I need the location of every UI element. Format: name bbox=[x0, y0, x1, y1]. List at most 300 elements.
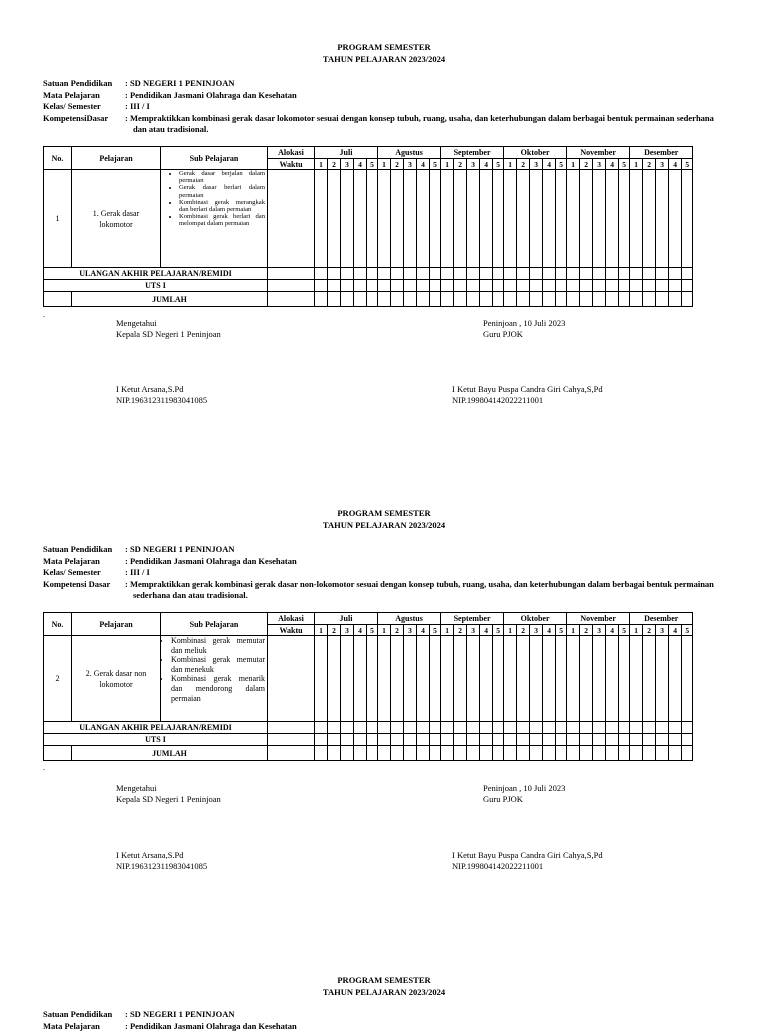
week-cell bbox=[669, 722, 682, 734]
week-cell bbox=[328, 170, 341, 268]
week-cell bbox=[556, 722, 567, 734]
week-cell bbox=[480, 722, 493, 734]
sign-mengetahui: Mengetahui bbox=[116, 783, 221, 794]
week-cell bbox=[480, 280, 493, 292]
week-cell bbox=[328, 268, 341, 280]
week-cell bbox=[341, 292, 354, 307]
signature-left bbox=[116, 783, 221, 805]
week-cell bbox=[556, 746, 567, 761]
week-cell bbox=[404, 636, 417, 722]
week-number: 1 bbox=[315, 159, 328, 170]
value-mapel: : Pendidikan Jasmani Olahraga dan Kesehatan bbox=[125, 90, 723, 102]
doc-title: PROGRAM SEMESTER bbox=[0, 975, 768, 985]
header-pelajaran: Pelajaran bbox=[72, 147, 161, 170]
week-cell bbox=[556, 292, 567, 307]
sub-item: • Kombinasi gerak merangkak dan berlari dalam permaian bbox=[179, 199, 265, 213]
week-cell bbox=[517, 268, 530, 280]
month-header: September bbox=[441, 147, 504, 159]
week-cell bbox=[341, 746, 354, 761]
week-cell bbox=[404, 268, 417, 280]
week-cell bbox=[580, 170, 593, 268]
week-number: 2 bbox=[328, 159, 341, 170]
week-cell bbox=[517, 280, 530, 292]
week-cell bbox=[682, 734, 693, 746]
week-cell bbox=[517, 734, 530, 746]
week-cell bbox=[328, 734, 341, 746]
schedule-table bbox=[43, 612, 693, 761]
row-pelajaran: 1. Gerak dasar lokomotor bbox=[72, 170, 161, 268]
week-cell bbox=[606, 170, 619, 268]
week-cell bbox=[556, 268, 567, 280]
value-kd: : Mempraktikkan gerak kombinasi gerak dasar non-lokomotor sesuai dengan konsep tubuh, ruang, usaha, dan keterhubungan dalam berbagai bentuk permainan sederhana dan atau tradisional. bbox=[125, 579, 723, 602]
week-cell bbox=[643, 636, 656, 722]
week-cell bbox=[682, 280, 693, 292]
week-cell bbox=[543, 268, 556, 280]
signer-left-nip: NIP.196312311983041085 bbox=[116, 861, 207, 872]
week-cell bbox=[480, 734, 493, 746]
week-cell bbox=[417, 280, 430, 292]
week-cell bbox=[341, 636, 354, 722]
identity-block bbox=[43, 544, 723, 602]
week-cell bbox=[567, 170, 580, 268]
week-cell bbox=[417, 292, 430, 307]
week-cell bbox=[556, 636, 567, 722]
row-uts: UTS I bbox=[44, 734, 268, 746]
week-number: 2 bbox=[454, 625, 467, 636]
label-satuan: Satuan Pendidikan bbox=[43, 1009, 125, 1021]
week-number: 1 bbox=[504, 625, 517, 636]
week-cell bbox=[543, 170, 556, 268]
week-cell bbox=[367, 722, 378, 734]
week-cell bbox=[606, 268, 619, 280]
week-cell bbox=[441, 170, 454, 268]
week-cell bbox=[530, 722, 543, 734]
week-cell bbox=[454, 292, 467, 307]
week-number: 4 bbox=[606, 625, 619, 636]
week-cell bbox=[430, 722, 441, 734]
signer-right bbox=[452, 850, 603, 872]
week-cell bbox=[493, 268, 504, 280]
week-cell bbox=[391, 292, 404, 307]
week-number: 4 bbox=[669, 159, 682, 170]
week-cell bbox=[593, 280, 606, 292]
week-number: 4 bbox=[606, 159, 619, 170]
week-cell bbox=[367, 636, 378, 722]
week-number: 4 bbox=[417, 625, 430, 636]
week-cell bbox=[391, 268, 404, 280]
week-cell bbox=[315, 268, 328, 280]
week-number: 1 bbox=[378, 159, 391, 170]
week-cell bbox=[682, 268, 693, 280]
week-cell bbox=[606, 292, 619, 307]
week-cell bbox=[441, 280, 454, 292]
week-number: 3 bbox=[593, 159, 606, 170]
header-no: No. bbox=[44, 147, 72, 170]
week-cell bbox=[391, 722, 404, 734]
signer-right bbox=[452, 384, 603, 406]
doc-year: TAHUN PELAJARAN 2023/2024 bbox=[0, 54, 768, 64]
week-cell bbox=[467, 268, 480, 280]
week-number: 2 bbox=[391, 159, 404, 170]
week-cell bbox=[467, 636, 480, 722]
header-alokasi: Alokasi bbox=[268, 147, 315, 159]
week-number: 1 bbox=[630, 625, 643, 636]
value-mapel: : Pendidikan Jasmani Olahraga dan Kesehatan bbox=[125, 1021, 723, 1032]
week-cell bbox=[417, 170, 430, 268]
week-cell bbox=[567, 734, 580, 746]
week-number: 2 bbox=[517, 159, 530, 170]
week-cell bbox=[517, 722, 530, 734]
week-number: 5 bbox=[493, 159, 504, 170]
week-cell bbox=[454, 746, 467, 761]
week-number: 3 bbox=[530, 625, 543, 636]
week-cell bbox=[567, 280, 580, 292]
month-header: Oktober bbox=[504, 147, 567, 159]
week-number: 3 bbox=[467, 625, 480, 636]
month-header: Juli bbox=[315, 147, 378, 159]
week-cell bbox=[480, 268, 493, 280]
week-cell bbox=[378, 734, 391, 746]
week-number: 3 bbox=[404, 159, 417, 170]
week-cell bbox=[354, 734, 367, 746]
week-cell bbox=[504, 636, 517, 722]
week-cell bbox=[341, 170, 354, 268]
stray-dot: . bbox=[43, 763, 45, 772]
week-cell bbox=[367, 734, 378, 746]
month-header: Agustus bbox=[378, 147, 441, 159]
value-mapel: : Pendidikan Jasmani Olahraga dan Kesehatan bbox=[125, 556, 723, 568]
month-header: Oktober bbox=[504, 613, 567, 625]
sub-item: • Kombinasi gerak menarik dan mendorong dalam permaian bbox=[171, 674, 265, 703]
week-cell bbox=[656, 746, 669, 761]
week-number: 1 bbox=[504, 159, 517, 170]
week-cell bbox=[404, 722, 417, 734]
week-cell bbox=[619, 722, 630, 734]
week-cell bbox=[378, 170, 391, 268]
week-cell bbox=[454, 636, 467, 722]
label-satuan: Satuan Pendidikan bbox=[43, 78, 125, 90]
week-number: 5 bbox=[682, 625, 693, 636]
alokasi-cell bbox=[268, 268, 315, 280]
week-cell bbox=[530, 734, 543, 746]
signer-right-name: I Ketut Bayu Puspa Candra Giri Cahya,S,Pd bbox=[452, 850, 603, 861]
week-cell bbox=[315, 280, 328, 292]
header-sub: Sub Pelajaran bbox=[161, 147, 268, 170]
week-cell bbox=[682, 722, 693, 734]
week-cell bbox=[328, 280, 341, 292]
week-cell bbox=[391, 734, 404, 746]
row-ulangan: ULANGAN AKHIR PELAJARAN/REMIDI bbox=[44, 722, 268, 734]
week-cell bbox=[619, 746, 630, 761]
week-cell bbox=[682, 170, 693, 268]
week-number: 2 bbox=[580, 159, 593, 170]
week-cell bbox=[630, 734, 643, 746]
week-number: 3 bbox=[656, 159, 669, 170]
week-cell bbox=[504, 722, 517, 734]
alokasi-cell bbox=[268, 734, 315, 746]
week-cell bbox=[493, 722, 504, 734]
sign-guru: Guru PJOK bbox=[483, 794, 565, 805]
value-satuan: : SD NEGERI 1 PENINJOAN bbox=[125, 78, 723, 90]
week-cell bbox=[517, 170, 530, 268]
week-cell bbox=[606, 734, 619, 746]
week-number: 3 bbox=[467, 159, 480, 170]
sub-pelajaran-list bbox=[161, 170, 268, 268]
week-cell bbox=[530, 746, 543, 761]
week-cell bbox=[354, 268, 367, 280]
week-cell bbox=[417, 268, 430, 280]
week-number: 1 bbox=[441, 625, 454, 636]
week-cell bbox=[430, 746, 441, 761]
week-cell bbox=[567, 292, 580, 307]
week-cell bbox=[467, 734, 480, 746]
week-cell bbox=[404, 292, 417, 307]
week-cell bbox=[593, 268, 606, 280]
week-cell bbox=[315, 636, 328, 722]
week-cell bbox=[517, 292, 530, 307]
week-cell bbox=[619, 734, 630, 746]
row-ulangan: ULANGAN AKHIR PELAJARAN/REMIDI bbox=[44, 268, 268, 280]
week-cell bbox=[441, 722, 454, 734]
week-number: 5 bbox=[556, 625, 567, 636]
week-cell bbox=[530, 280, 543, 292]
week-cell bbox=[593, 722, 606, 734]
week-cell bbox=[315, 722, 328, 734]
doc-title: PROGRAM SEMESTER bbox=[0, 42, 768, 52]
sub-item: • Kombinasi gerak berlari dan melompat dalam permaian bbox=[179, 213, 265, 227]
week-cell bbox=[543, 292, 556, 307]
week-cell bbox=[430, 170, 441, 268]
week-cell bbox=[580, 292, 593, 307]
week-cell bbox=[315, 734, 328, 746]
header-sub: Sub Pelajaran bbox=[161, 613, 268, 636]
week-cell bbox=[341, 722, 354, 734]
week-cell bbox=[619, 170, 630, 268]
signature-left bbox=[116, 318, 221, 340]
month-header: November bbox=[567, 613, 630, 625]
week-number: 3 bbox=[593, 625, 606, 636]
week-cell bbox=[669, 636, 682, 722]
sub-item: • Kombinasi gerak memutar dan meliuk bbox=[171, 636, 265, 655]
week-cell bbox=[480, 746, 493, 761]
week-cell bbox=[441, 734, 454, 746]
week-cell bbox=[567, 722, 580, 734]
week-cell bbox=[543, 722, 556, 734]
week-number: 1 bbox=[378, 625, 391, 636]
week-cell bbox=[543, 636, 556, 722]
week-cell bbox=[682, 746, 693, 761]
week-cell bbox=[556, 280, 567, 292]
week-cell bbox=[354, 722, 367, 734]
week-cell bbox=[341, 734, 354, 746]
week-cell bbox=[354, 292, 367, 307]
sign-date: Peninjoan , 10 Juli 2023 bbox=[483, 783, 565, 794]
label-kelas: Kelas/ Semester bbox=[43, 567, 125, 579]
week-cell bbox=[504, 734, 517, 746]
week-cell bbox=[543, 746, 556, 761]
week-cell bbox=[656, 292, 669, 307]
week-number: 5 bbox=[619, 159, 630, 170]
week-cell bbox=[328, 292, 341, 307]
week-number: 3 bbox=[341, 159, 354, 170]
month-header: Desember bbox=[630, 613, 693, 625]
value-satuan: : SD NEGERI 1 PENINJOAN bbox=[125, 1009, 723, 1021]
week-cell bbox=[391, 280, 404, 292]
week-number: 4 bbox=[354, 625, 367, 636]
label-mapel: Mata Pelajaran bbox=[43, 1021, 125, 1032]
week-cell bbox=[543, 734, 556, 746]
stray-dot: . bbox=[43, 310, 45, 319]
week-cell bbox=[580, 636, 593, 722]
week-number: 5 bbox=[493, 625, 504, 636]
week-cell bbox=[593, 746, 606, 761]
week-cell bbox=[367, 268, 378, 280]
value-kelas: : III / I bbox=[125, 567, 723, 579]
week-cell bbox=[417, 734, 430, 746]
signer-left-name: I Ketut Arsana,S.Pd bbox=[116, 384, 207, 395]
week-number: 4 bbox=[354, 159, 367, 170]
week-cell bbox=[417, 722, 430, 734]
week-cell bbox=[404, 280, 417, 292]
week-cell bbox=[630, 722, 643, 734]
week-cell bbox=[493, 746, 504, 761]
week-cell bbox=[619, 280, 630, 292]
sign-date: Peninjoan , 10 Juli 2023 bbox=[483, 318, 565, 329]
week-number: 1 bbox=[567, 159, 580, 170]
label-kelas: Kelas/ Semester bbox=[43, 101, 125, 113]
week-cell bbox=[643, 734, 656, 746]
week-cell bbox=[580, 280, 593, 292]
signer-right-nip: NIP.199804142022211001 bbox=[452, 861, 603, 872]
sub-item: • Kombinasi gerak memutar dan menekuk bbox=[171, 655, 265, 674]
week-number: 5 bbox=[619, 625, 630, 636]
week-cell bbox=[580, 746, 593, 761]
week-cell bbox=[328, 746, 341, 761]
week-cell bbox=[367, 170, 378, 268]
week-cell bbox=[354, 280, 367, 292]
week-cell bbox=[391, 170, 404, 268]
week-cell bbox=[669, 746, 682, 761]
week-number: 4 bbox=[480, 625, 493, 636]
signature-right bbox=[483, 318, 565, 340]
week-cell bbox=[378, 722, 391, 734]
week-cell bbox=[467, 170, 480, 268]
alokasi-cell bbox=[268, 292, 315, 307]
week-cell bbox=[315, 746, 328, 761]
week-number: 3 bbox=[656, 625, 669, 636]
week-number: 3 bbox=[404, 625, 417, 636]
week-cell bbox=[517, 746, 530, 761]
week-cell bbox=[315, 292, 328, 307]
row-jumlah: JUMLAH bbox=[72, 292, 268, 307]
week-cell bbox=[643, 268, 656, 280]
week-cell bbox=[619, 268, 630, 280]
week-cell bbox=[378, 636, 391, 722]
label-mapel: Mata Pelajaran bbox=[43, 556, 125, 568]
week-cell bbox=[606, 746, 619, 761]
alokasi-cell bbox=[268, 722, 315, 734]
header-waktu: Waktu bbox=[268, 159, 315, 170]
week-number: 1 bbox=[567, 625, 580, 636]
week-cell bbox=[493, 292, 504, 307]
week-cell bbox=[567, 636, 580, 722]
week-cell bbox=[493, 734, 504, 746]
week-cell bbox=[341, 280, 354, 292]
week-cell bbox=[441, 746, 454, 761]
identity-block bbox=[43, 1009, 723, 1032]
week-cell bbox=[556, 170, 567, 268]
week-cell bbox=[430, 292, 441, 307]
week-cell bbox=[430, 280, 441, 292]
week-number: 5 bbox=[367, 159, 378, 170]
week-cell bbox=[504, 280, 517, 292]
week-cell bbox=[480, 636, 493, 722]
week-cell bbox=[630, 746, 643, 761]
week-cell bbox=[378, 280, 391, 292]
signer-left-nip: NIP.196312311983041085 bbox=[116, 395, 207, 406]
month-header: Desember bbox=[630, 147, 693, 159]
header-waktu: Waktu bbox=[268, 625, 315, 636]
week-number: 2 bbox=[643, 625, 656, 636]
week-cell bbox=[315, 170, 328, 268]
week-cell bbox=[328, 722, 341, 734]
week-cell bbox=[504, 268, 517, 280]
header-pelajaran: Pelajaran bbox=[72, 613, 161, 636]
week-cell bbox=[493, 280, 504, 292]
week-cell bbox=[467, 292, 480, 307]
schedule-table bbox=[43, 146, 693, 307]
month-header: Juli bbox=[315, 613, 378, 625]
week-number: 1 bbox=[441, 159, 454, 170]
row-jumlah: JUMLAH bbox=[72, 746, 268, 761]
week-cell bbox=[391, 746, 404, 761]
week-number: 5 bbox=[682, 159, 693, 170]
label-mapel: Mata Pelajaran bbox=[43, 90, 125, 102]
week-cell bbox=[656, 636, 669, 722]
week-cell bbox=[593, 636, 606, 722]
week-cell bbox=[530, 170, 543, 268]
signer-left-name: I Ketut Arsana,S.Pd bbox=[116, 850, 207, 861]
doc-year: TAHUN PELAJARAN 2023/2024 bbox=[0, 987, 768, 997]
week-cell bbox=[543, 280, 556, 292]
week-cell bbox=[417, 636, 430, 722]
week-number: 4 bbox=[543, 625, 556, 636]
week-cell bbox=[630, 268, 643, 280]
alokasi-cell bbox=[268, 636, 315, 722]
week-cell bbox=[367, 280, 378, 292]
week-cell bbox=[454, 280, 467, 292]
row-pelajaran: 2. Gerak dasar non lokomotor bbox=[72, 636, 161, 722]
week-cell bbox=[619, 636, 630, 722]
week-cell bbox=[441, 268, 454, 280]
signer-right-nip: NIP.199804142022211001 bbox=[452, 395, 603, 406]
week-cell bbox=[493, 170, 504, 268]
week-number: 5 bbox=[430, 625, 441, 636]
week-cell bbox=[530, 292, 543, 307]
week-cell bbox=[643, 292, 656, 307]
week-number: 2 bbox=[517, 625, 530, 636]
week-cell bbox=[517, 636, 530, 722]
month-header: November bbox=[567, 147, 630, 159]
week-number: 4 bbox=[543, 159, 556, 170]
week-cell bbox=[430, 636, 441, 722]
week-number: 3 bbox=[530, 159, 543, 170]
sign-mengetahui: Mengetahui bbox=[116, 318, 221, 329]
week-cell bbox=[378, 268, 391, 280]
week-cell bbox=[593, 170, 606, 268]
week-number: 1 bbox=[315, 625, 328, 636]
week-cell bbox=[643, 722, 656, 734]
